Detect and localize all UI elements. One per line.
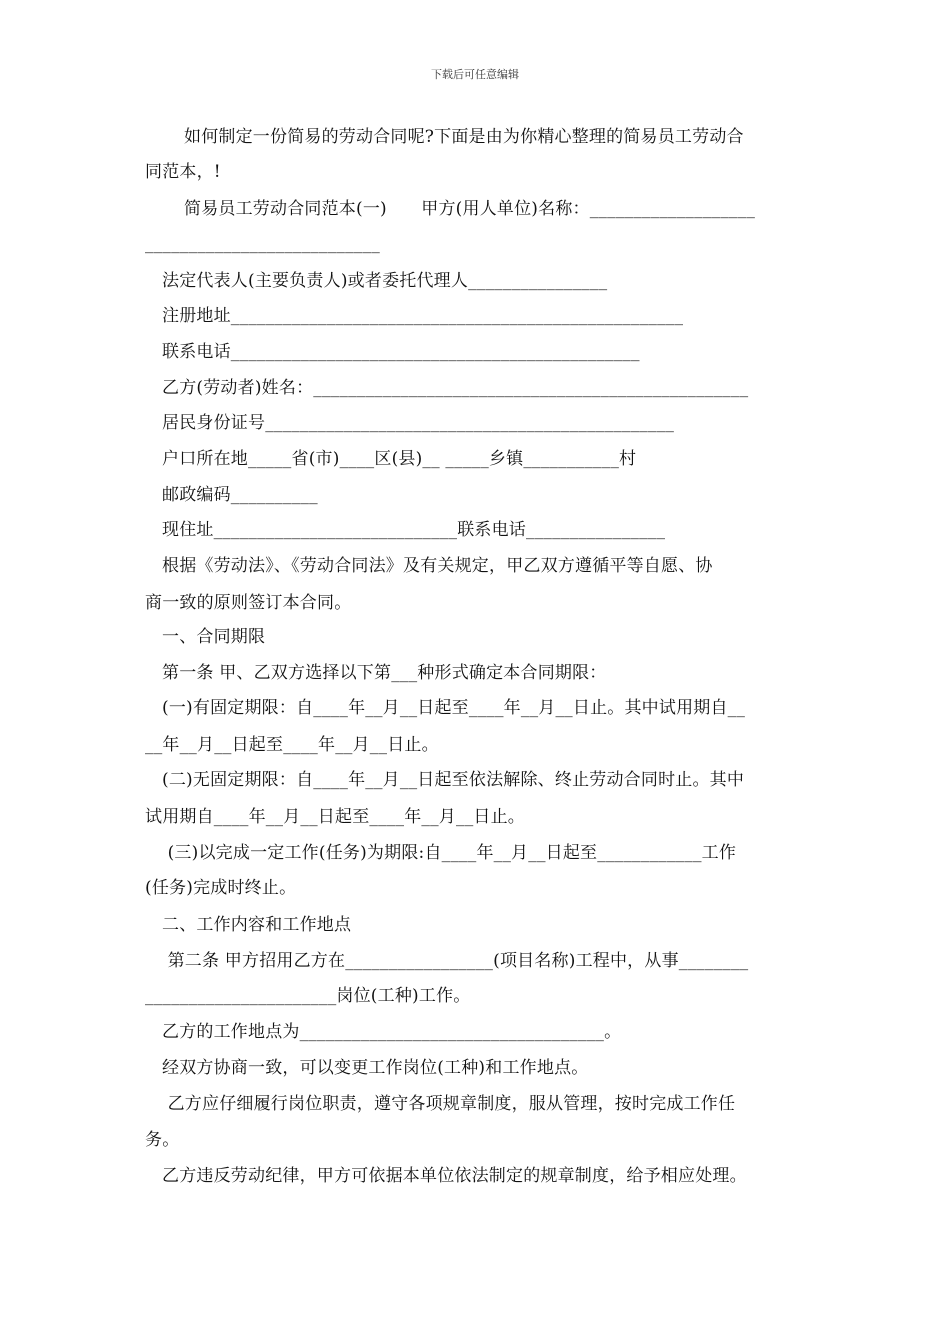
intro-line-2: 同范本，! [145, 162, 221, 182]
page-header-note: 下载后可任意编辑 [431, 68, 519, 81]
legal-representative-line: 法定代表人(主要负责人)或者委托代理人________________ [162, 271, 608, 291]
article-two-line-2: ______________________岗位(工种)工作。 [145, 986, 471, 1006]
postal-code-line: 邮政编码__________ [162, 485, 318, 505]
basis-paragraph-line-1: 根据《劳动法》、《劳动合同法》及有关规定，甲乙双方遵循平等自愿、协 [162, 556, 713, 576]
task-term-line-2: (任务)完成时终止。 [145, 878, 297, 898]
fixed-term-line-1: (一)有固定期限：自____年__月__日起至____年__月__日止。其中试用期自__ [162, 698, 746, 718]
fixed-term-line-2: __年__月__日起至____年__月__日止。 [145, 735, 439, 755]
current-address-line: 现住址____________________________联系电话________________ [162, 520, 666, 540]
open-term-line-1: (二)无固定期限：自____年__月__日起至依法解除、终止劳动合同时止。其中 [162, 770, 745, 790]
party-b-name-line: 乙方(劳动者)姓名：__________________________________________________ [162, 378, 749, 398]
open-term-line-2: 试用期自____年__月__日起至____年__月__日止。 [145, 807, 525, 827]
intro-line-1: 如何制定一份简易的劳动合同呢?下面是由为你精心整理的简易员工劳动合 [184, 127, 744, 147]
section-heading-work: 二、工作内容和工作地点 [162, 915, 352, 935]
duties-line-2: 务。 [145, 1130, 180, 1150]
party-a-name-continued: ___________________________ [145, 234, 380, 254]
article-two-line-1: 第二条 甲方招用乙方在_________________(项目名称)工程中，从事________ [162, 951, 749, 971]
discipline-line: 乙方违反劳动纪律，甲方可依据本单位依法制定的规章制度，给予相应处理。 [162, 1166, 747, 1186]
task-term-line-1: (三)以完成一定工作(任务)为期限:自____年__月__日起至____________工作 [162, 843, 737, 863]
registered-address-line: 注册地址____________________________________________________ [162, 306, 684, 326]
household-location-line: 户口所在地_____省(市)____区(县)__ _____乡镇___________村 [162, 449, 637, 469]
section-heading-term: 一、合同期限 [162, 627, 266, 647]
basis-paragraph-line-2: 商一致的原则签订本合同。 [145, 593, 352, 613]
change-position-line: 经双方协商一致，可以变更工作岗位(工种)和工作地点。 [162, 1058, 589, 1078]
contact-phone-line: 联系电话_______________________________________________ [162, 342, 640, 362]
work-location-line: 乙方的工作地点为___________________________________。 [162, 1022, 622, 1042]
article-one-line: 第一条 甲、乙双方选择以下第___种形式确定本合同期限： [162, 663, 607, 683]
duties-line-1: 乙方应仔细履行岗位职责，遵守各项规章制度，服从管理，按时完成工作任 [162, 1094, 736, 1114]
id-number-line: 居民身份证号_______________________________________________ [162, 413, 675, 433]
title-party-a-line: 简易员工劳动合同范本(一) 甲方(用人单位)名称：___________________ [184, 199, 756, 219]
